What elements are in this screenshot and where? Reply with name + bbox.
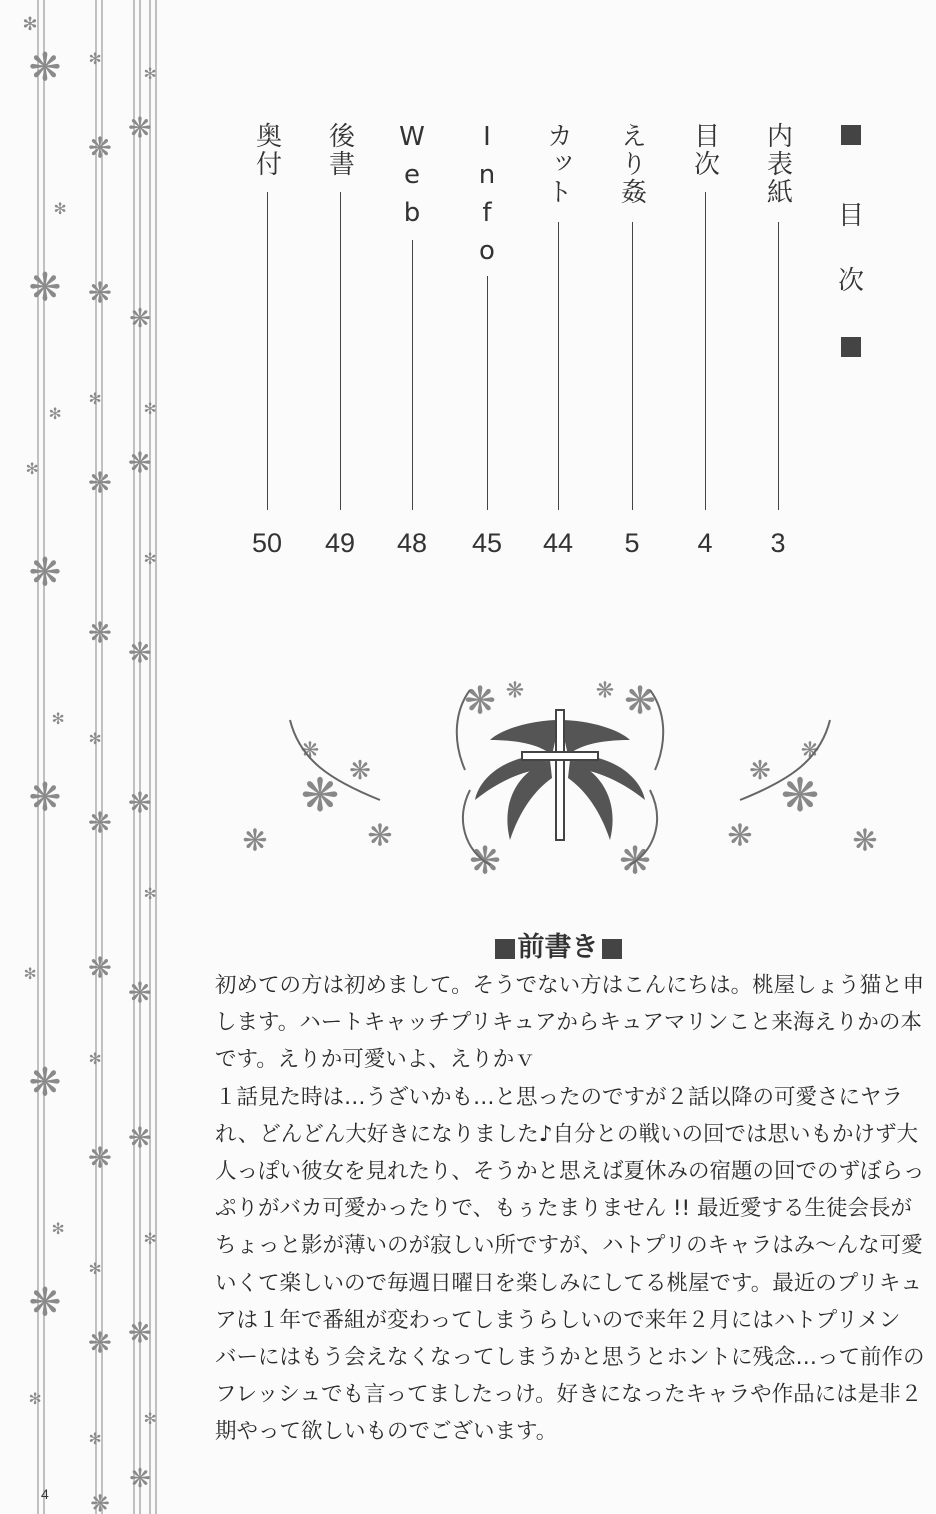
preface-line: 初めての方は初めまして。そうでない方はこんにちは。桃屋しょう猫と申 — [215, 973, 925, 998]
toc-entry-title: 後書 — [324, 122, 355, 178]
preface-title — [0, 925, 936, 964]
preface-title-text: 前書き — [517, 932, 599, 963]
preface-body — [215, 967, 925, 1451]
snowflake-icon: ❋ — [129, 1464, 151, 1494]
snowflake-icon: ✻ — [143, 65, 157, 84]
snowflake-icon: ❋ — [852, 823, 878, 859]
preface-line: 人っぽい彼女を見れたり、そうかと思えば夏休みの宿題の回でのずぼらっ — [215, 1159, 925, 1185]
snowflake-icon: ❋ — [624, 678, 656, 723]
snowflake-icon: ❋ — [88, 275, 112, 310]
snowflake-icon: ❋ — [469, 838, 501, 883]
snowflake-icon: ✻ — [143, 1230, 157, 1249]
square-bullet-icon — [495, 939, 515, 959]
snowflake-icon: ❋ — [749, 756, 771, 787]
preface-line: です。えりか可愛いよ、えりかｖ — [215, 1047, 536, 1073]
snowflake-icon: ❋ — [300, 768, 340, 823]
toc-entry — [758, 122, 798, 558]
snowflake-icon: ❋ — [28, 775, 62, 821]
toc-leader-line — [778, 222, 779, 510]
snowflake-icon: ❋ — [88, 1325, 112, 1360]
snowflake-icon: ❋ — [464, 678, 496, 723]
snowflake-icon: ❋ — [28, 550, 62, 596]
snowflake-icon: ❋ — [128, 1120, 152, 1155]
toc-entry-page: 3 — [770, 528, 786, 558]
toc-leader-line — [705, 192, 706, 510]
snowflake-icon: ✻ — [143, 1410, 157, 1429]
toc-heading-char: 目 — [837, 201, 864, 231]
snowflake-icon: ❋ — [505, 678, 525, 704]
toc-entry-page: 5 — [624, 528, 640, 558]
preface-line: いくて楽しいので毎週日曜日を楽しみにしてる桃屋です。最近のプリキュ — [215, 1270, 922, 1296]
toc-heading-char: 次 — [837, 266, 864, 296]
snowflake-icon: ✻ — [88, 390, 102, 409]
snowflake-icon: ✻ — [88, 730, 102, 749]
snowflake-icon: ❋ — [28, 1060, 62, 1106]
snowflake-icon: ❋ — [619, 838, 651, 883]
preface-line: 期やって欲しいものでございます。 — [215, 1419, 558, 1445]
toc-leader-line — [412, 240, 413, 510]
preface-line: バーにはもう会えなくなってしまうかと思うとホントに残念…って前作の — [215, 1345, 925, 1371]
snowflake-icon: ✻ — [51, 1220, 65, 1239]
snowflake-icon: ✻ — [88, 1260, 102, 1279]
toc-entry — [467, 122, 507, 558]
toc-entry-page: 44 — [542, 528, 574, 558]
snowflake-icon: ❋ — [88, 950, 112, 985]
toc-entry-title: カット — [542, 122, 573, 206]
toc-entry-page: 50 — [251, 528, 283, 558]
cross-floral-ornament — [230, 660, 890, 890]
preface-line: アは１年で番組が変わってしまうらしいので来年２月にはハトプリメン — [215, 1307, 901, 1333]
snowflake-icon: ❋ — [128, 1315, 152, 1350]
toc-entry — [612, 122, 652, 558]
snowflake-icon: ❋ — [367, 818, 393, 854]
snowflake-icon: ❋ — [242, 823, 268, 859]
snowflake-icon: ✻ — [143, 400, 157, 419]
preface-line: ぷりがバカ可愛かったりで、もぅたまりません !! 最近愛する生徒会長が — [215, 1196, 912, 1222]
toc-leader-line — [632, 222, 633, 510]
toc-leader-line — [558, 222, 559, 510]
snowflake-icon: ❋ — [128, 445, 152, 480]
toc-entry — [320, 122, 360, 558]
toc-entry — [685, 122, 725, 558]
snowflake-icon: ❋ — [349, 756, 371, 787]
snowflake-icon: ❋ — [128, 110, 152, 145]
toc-entry-page: 45 — [471, 528, 503, 558]
snowflake-icon: ✻ — [88, 1050, 102, 1069]
preface-line: します。ハートキャッチプリキュアからキュアマリンこと来海えりかの本 — [215, 1010, 922, 1036]
toc-entry-page: 48 — [396, 528, 428, 558]
toc-entry-title: えり姦 — [616, 122, 647, 206]
toc-leader-line — [267, 192, 268, 510]
snowflake-icon: ✻ — [48, 405, 62, 424]
snowflake-icon: ✻ — [23, 965, 37, 984]
toc-leader-line — [340, 192, 341, 510]
snowflake-icon: ❋ — [300, 738, 320, 764]
snowflake-icon: ❋ — [800, 738, 820, 764]
toc-entry-title: 内表紙 — [762, 122, 793, 206]
toc-entry — [247, 122, 287, 558]
snowflake-icon: ❋ — [28, 265, 62, 311]
snowflake-icon: ❋ — [88, 1140, 112, 1175]
snowflake-icon: ❋ — [128, 635, 152, 670]
snowflake-icon: ❋ — [595, 678, 615, 704]
snowflake-icon: ✻ — [28, 1390, 42, 1409]
snowflake-icon: ✻ — [88, 1430, 102, 1449]
snowflake-icon: ✻ — [143, 885, 157, 904]
preface-line: １話見た時は…うざいかも…と思ったのですが２話以降の可愛さにヤラ — [215, 1084, 904, 1110]
snowflake-icon: ✻ — [53, 200, 67, 219]
toc-entry-title: Info — [472, 122, 502, 274]
snowflake-icon: ✻ — [88, 50, 102, 69]
toc-heading — [836, 125, 866, 357]
snowflake-border-decoration — [0, 0, 170, 1514]
snowflake-icon: ✻ — [25, 460, 39, 479]
snowflake-icon: ❋ — [129, 304, 151, 334]
toc-entry-title: Web — [397, 122, 427, 236]
snowflake-icon: ❋ — [88, 130, 112, 165]
snowflake-icon: ❋ — [88, 805, 112, 840]
square-bullet-icon — [841, 125, 861, 145]
toc-entry — [392, 122, 432, 558]
snowflake-icon: ❋ — [727, 818, 753, 854]
toc-leader-line — [487, 276, 488, 510]
snowflake-icon: ✻ — [51, 710, 65, 729]
preface-line: フレッシュでも言ってましたっけ。好きになったキャラや作品には是非２ — [215, 1382, 923, 1408]
snowflake-icon: ❋ — [28, 45, 62, 91]
snowflake-icon: ❋ — [88, 465, 112, 500]
snowflake-icon: ❋ — [28, 1280, 62, 1326]
toc-entry-title: 目次 — [689, 122, 720, 178]
preface-line: れ、どんどん大好きになりました♪自分との戦いの回では思いもかけず大 — [215, 1121, 919, 1147]
preface-line: ちょっと影が薄いのが寂しい所ですが、ハトプリのキャラはみ～んな可愛 — [215, 1233, 923, 1259]
snowflake-icon: ❋ — [128, 975, 152, 1010]
toc-entry-page: 4 — [697, 528, 713, 558]
page-number: 4 — [41, 1486, 49, 1502]
snowflake-icon: ✻ — [22, 13, 38, 35]
snowflake-icon: ❋ — [128, 785, 152, 820]
snowflake-icon: ❋ — [90, 1489, 110, 1514]
snowflake-icon: ❋ — [780, 768, 820, 823]
toc-entry — [538, 122, 578, 558]
square-bullet-icon — [841, 337, 861, 357]
snowflake-icon: ✻ — [143, 550, 157, 569]
toc-entry-title: 奥付 — [251, 122, 282, 178]
snowflake-icon: ❋ — [88, 615, 112, 650]
square-bullet-icon — [602, 939, 622, 959]
toc-entry-page: 49 — [324, 528, 356, 558]
